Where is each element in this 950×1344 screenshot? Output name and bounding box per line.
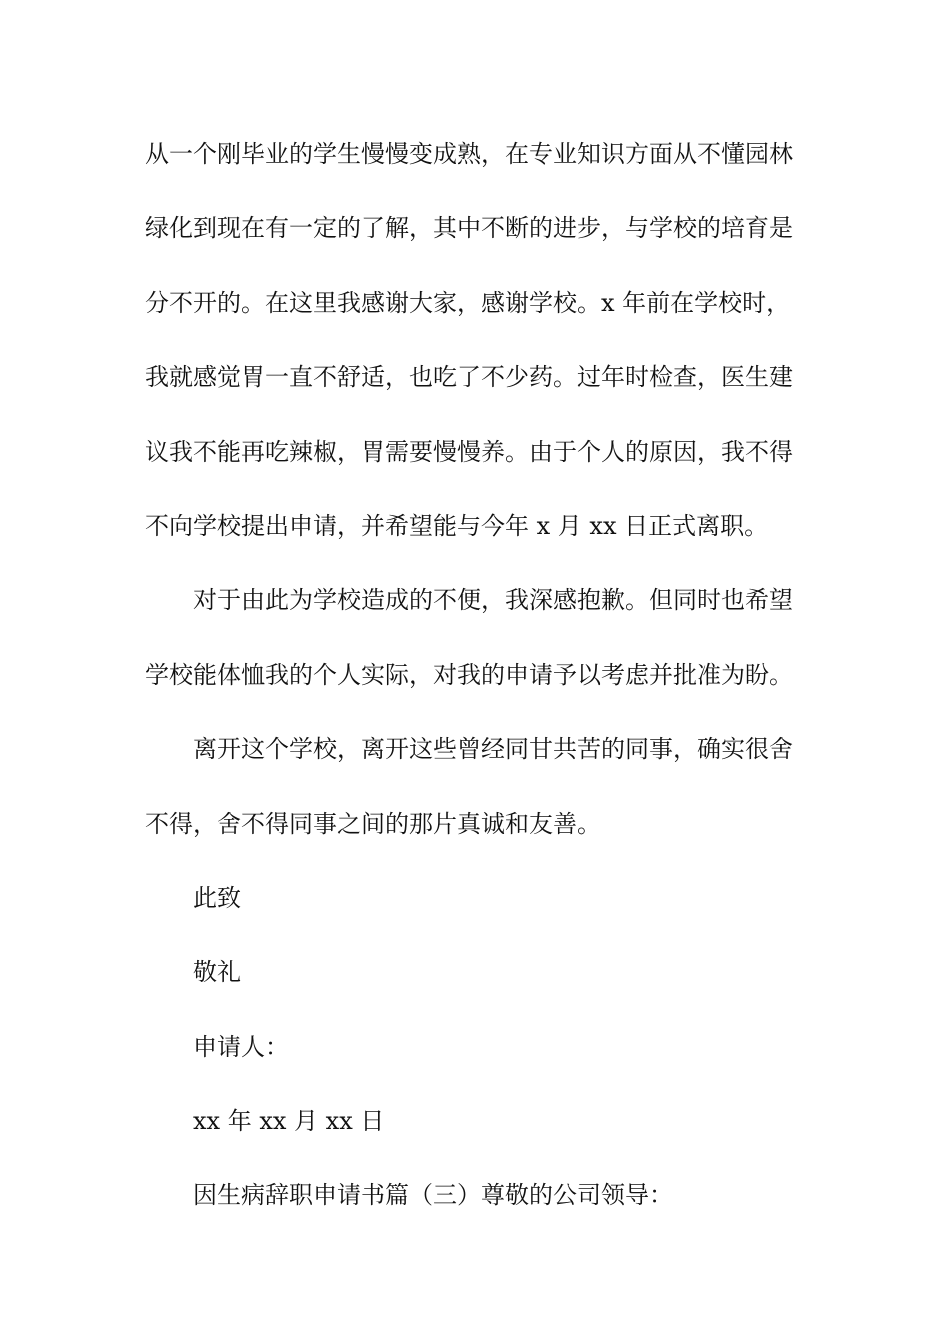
paragraph-line: 对于由此为学校造成的不便，我深感抱歉。但同时也希望	[193, 586, 793, 615]
closing-regards: 敬礼	[193, 958, 241, 987]
closing-salutation: 此致	[193, 883, 241, 912]
paragraph-line: 从一个刚毕业的学生慢慢变成熟，在专业知识方面从不懂园林	[145, 140, 793, 168]
paragraph-line: 离开这个学校，离开这些曾经同甘共苦的同事，确实很舍	[193, 735, 793, 764]
paragraph-line: 我就感觉胃一直不舒适，也吃了不少药。过年时检查，医生建	[145, 363, 793, 392]
paragraph-line: 分不开的。在这里我感谢大家，感谢学校。x 年前在学校时，	[145, 288, 791, 317]
paragraph-line: 不得，舍不得同事之间的那片真诚和友善。	[145, 809, 601, 838]
paragraph-line: 绿化到现在有一定的了解，其中不断的进步，与学校的培育是	[145, 214, 793, 243]
paragraph-line: 不向学校提出申请，并希望能与今年 x 月 xx 日正式离职。	[145, 511, 769, 540]
paragraph-line: 议我不能再吃辣椒，胃需要慢慢养。由于个人的原因，我不得	[145, 437, 793, 466]
section-heading: 因生病辞职申请书篇（三）尊敬的公司领导：	[193, 1181, 673, 1210]
applicant-label: 申请人：	[193, 1032, 289, 1061]
date-line: xx 年 xx 月 xx 日	[193, 1107, 385, 1136]
document-body	[145, 130, 815, 1246]
paragraph-line: 学校能体恤我的个人实际，对我的申请予以考虑并批准为盼。	[145, 660, 793, 689]
